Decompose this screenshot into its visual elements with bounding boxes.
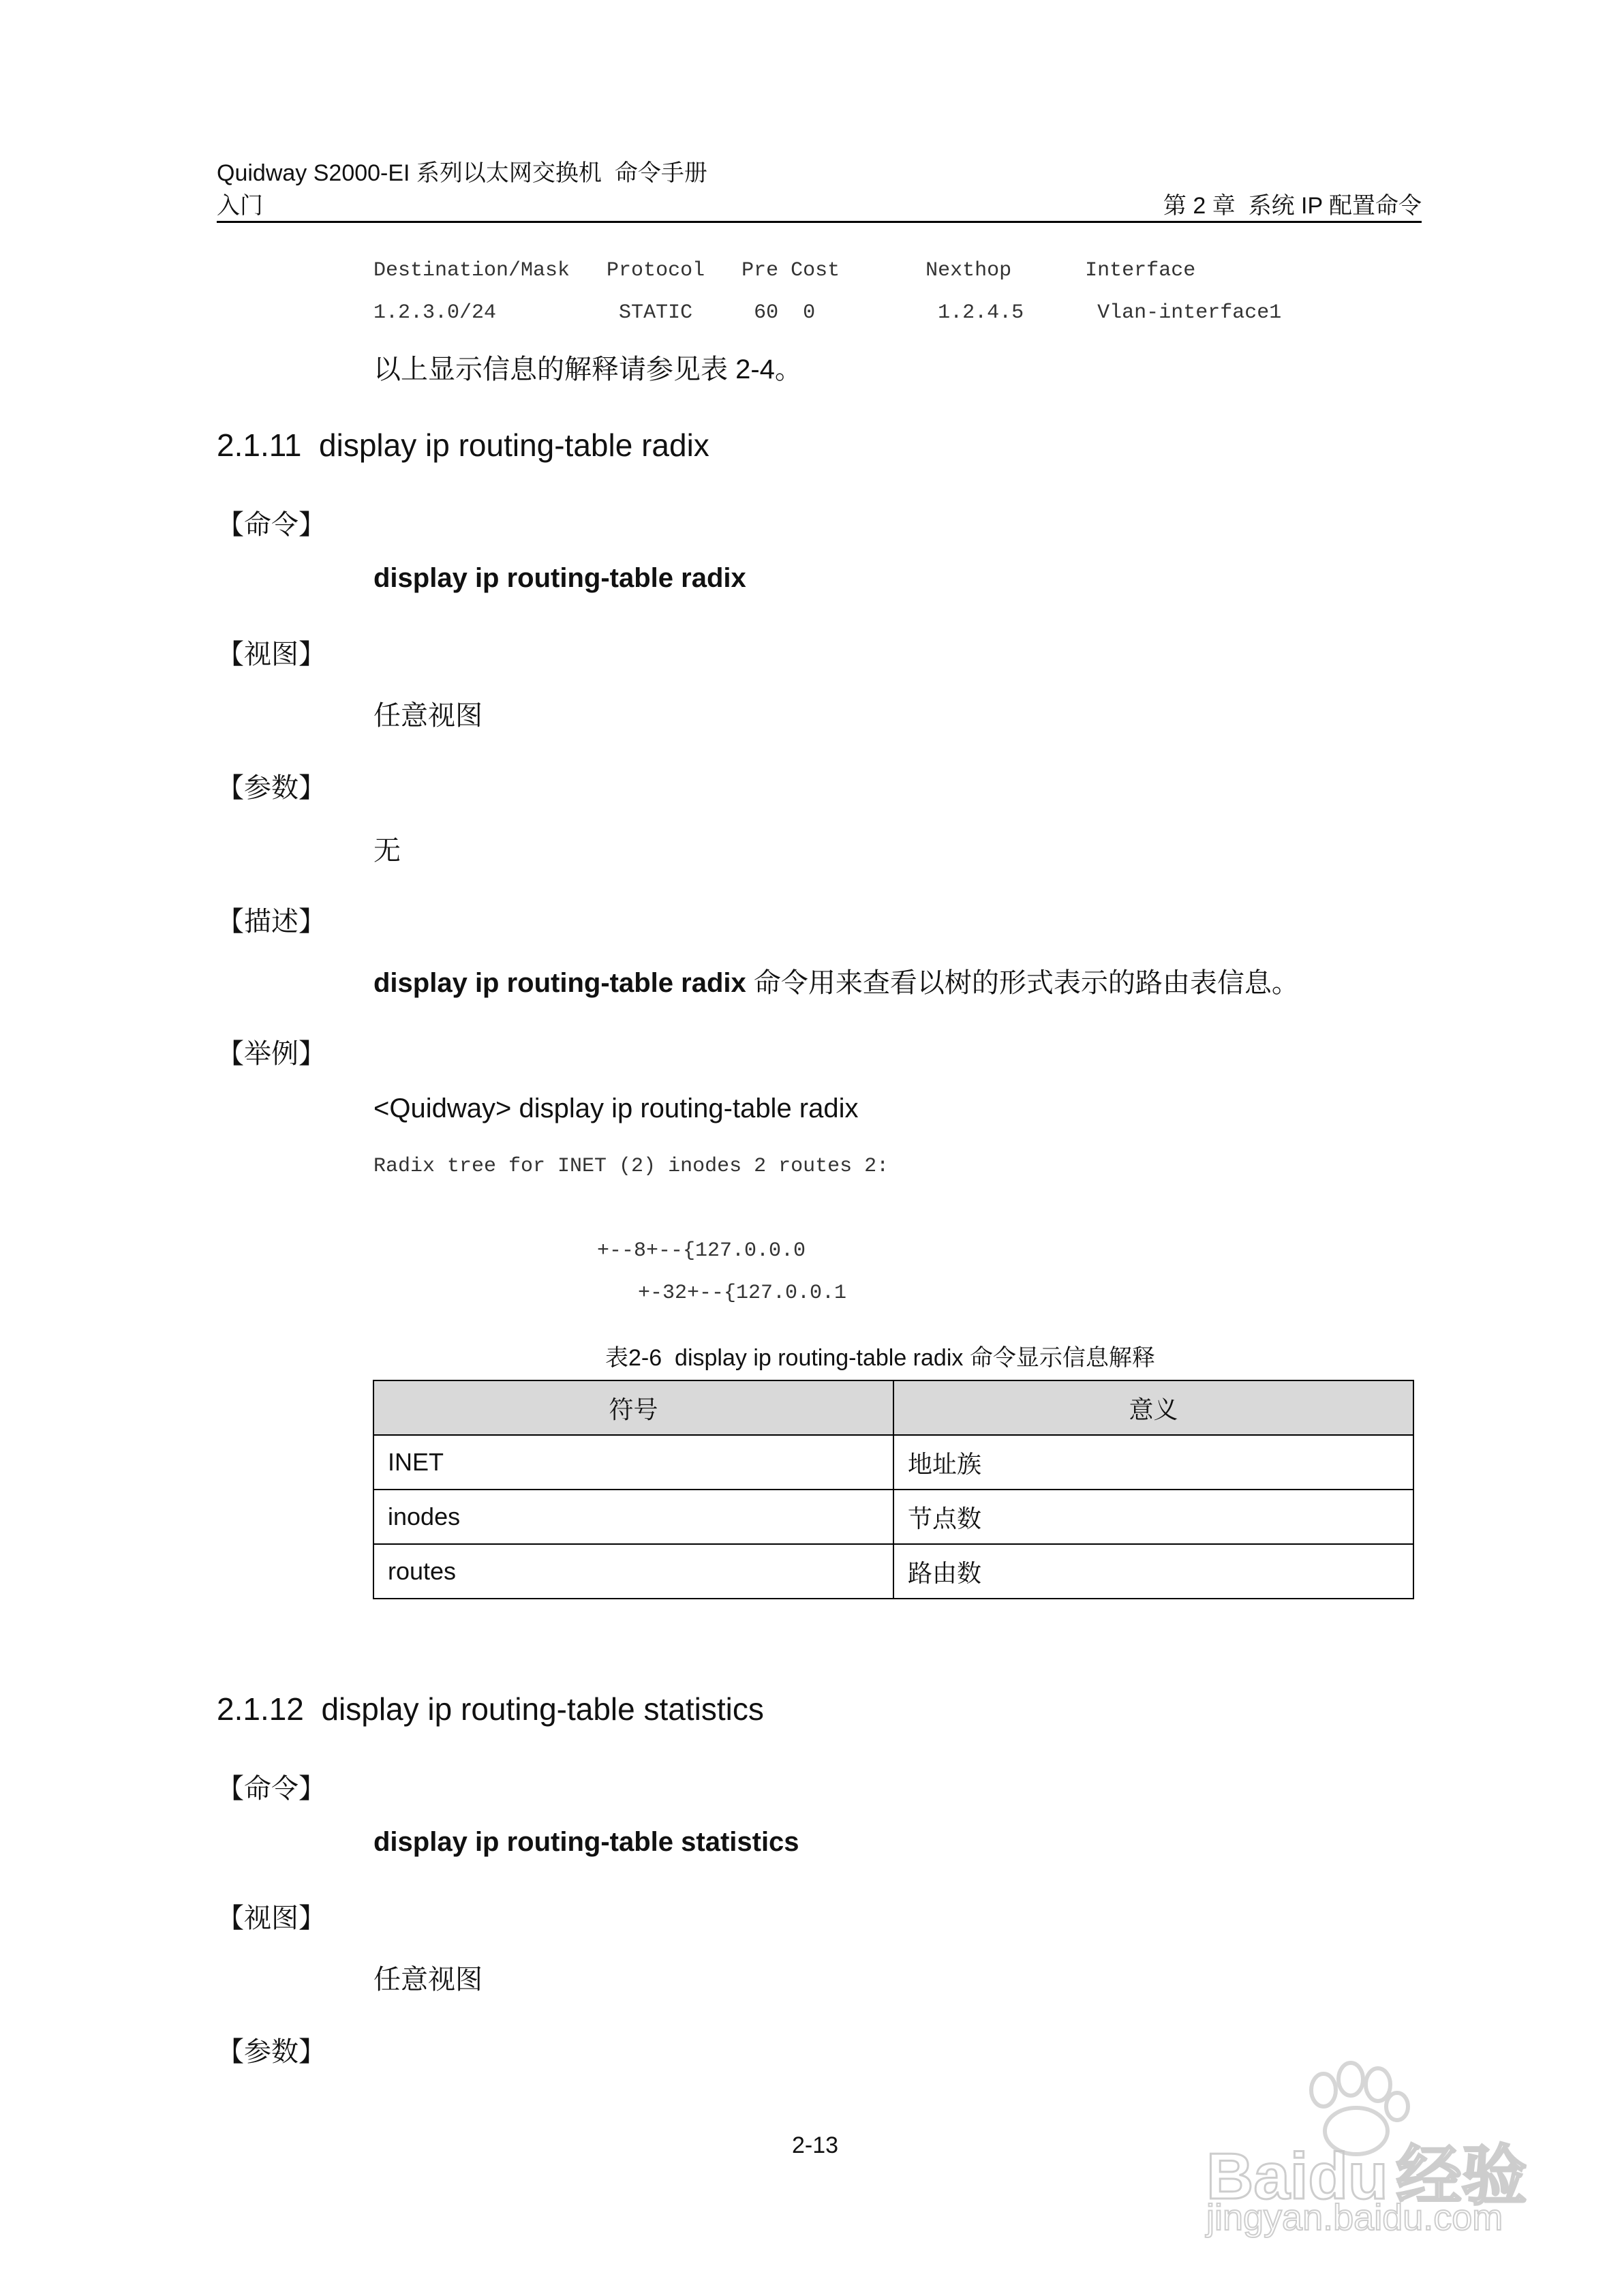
table-cell: 地址族 [893,1435,1413,1490]
table-caption: 表2-6 display ip routing-table radix 命令显示信息解释 [605,1345,1155,1371]
section-label: 入门 [217,193,263,219]
page-number: 2-13 [792,2132,839,2158]
table-cell: 路由数 [893,1544,1413,1599]
example-output-line: Radix tree for INET (2) inodes 2 routes 2: [373,1155,889,1178]
watermark-brand: Bai [1206,2140,1309,2213]
table-cell: routes [373,1544,893,1599]
table-row [373,1490,1413,1544]
table-header-cell: 符号 [373,1380,893,1435]
view-label: 【视图】 [217,1903,326,1933]
header-rule [217,221,1422,223]
command-label: 【命令】 [217,1774,326,1804]
view-label: 【视图】 [217,639,326,669]
watermark-cn: 经验 [1396,2140,1527,2213]
params-label: 【参数】 [217,2037,326,2067]
section-heading-2112: 2.1.12 display ip routing-table statistics [217,1691,764,1727]
command-label: 【命令】 [217,510,326,540]
example-output-line: +--8+--{127.0.0.0 [597,1239,806,1263]
desc-text: 命令用来查看以树的形式表示的路由表信息。 [746,968,1299,998]
desc-paragraph [373,961,1299,1000]
output-row: 1.2.3.0/24 STATIC 60 0 1.2.4.5 Vlan-interface1 [373,301,1282,324]
table-cell: INET [373,1435,893,1490]
table-cell: 节点数 [893,1490,1413,1544]
params-text: 无 [373,836,401,866]
baidu-jingyan-watermark [1165,2051,1547,2241]
watermark-url: jingyan.baidu.com [1206,2197,1503,2238]
params-label: 【参数】 [217,773,326,803]
table-row [373,1544,1413,1599]
desc-label: 【描述】 [217,907,326,937]
table-header-cell: 意义 [893,1380,1413,1435]
info-table [373,1380,1414,1599]
chapter-label: 第 2 章 系统 IP 配置命令 [1163,193,1422,219]
table-row [373,1435,1413,1490]
table-cell: inodes [373,1490,893,1544]
command-text: display ip routing-table radix [373,563,746,593]
command-text: display ip routing-table statistics [373,1827,799,1857]
section-heading-2111: 2.1.11 display ip routing-table radix [217,427,709,463]
example-label: 【举例】 [217,1039,326,1069]
output-columns: Destination/Mask Protocol Pre Cost Nexthop Interface [373,259,1196,282]
document-title: Quidway S2000-EI 系列以太网交换机 命令手册 [217,160,707,186]
table-header-row [373,1380,1413,1435]
example-output-line: +-32+--{127.0.0.1 [638,1282,847,1305]
view-text: 任意视图 [373,701,483,731]
desc-command: display ip routing-table radix [373,968,746,998]
view-text: 任意视图 [373,1965,483,1995]
watermark-brand-2: du [1308,2140,1388,2213]
output-note: 以上显示信息的解释请参见表 2-4。 [373,354,802,384]
example-command: <Quidway> display ip routing-table radix [373,1093,859,1123]
